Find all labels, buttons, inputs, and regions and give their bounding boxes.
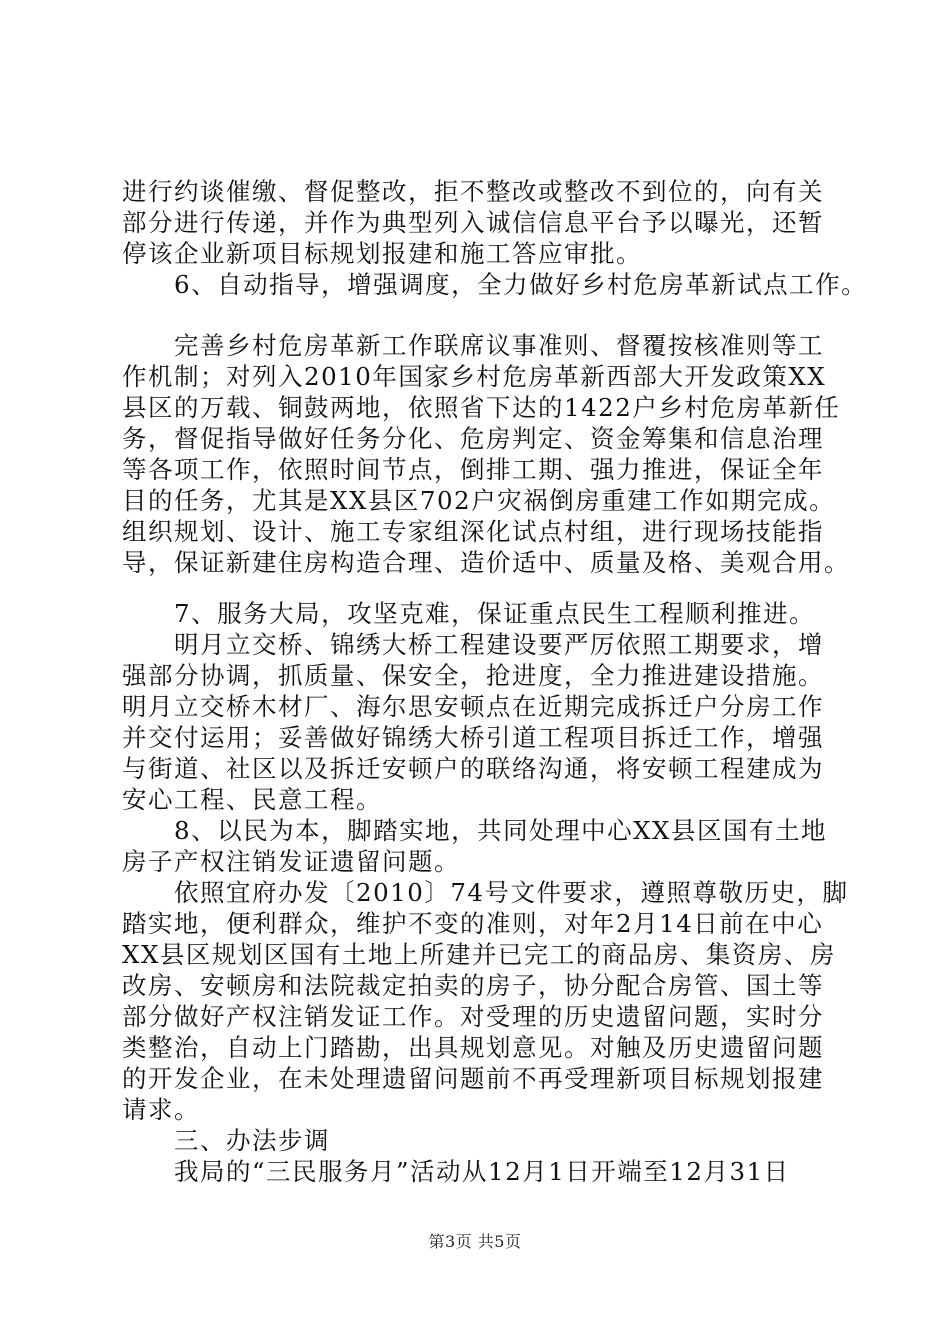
text-line: 强部分协调，抓质量、保安全，抢进度，全力推进建设措施。 [122, 661, 824, 690]
text-line: 导，保证新建住房构造合理、造价适中、质量及格、美观合用。 [122, 548, 850, 577]
page-footer [0, 1232, 950, 1252]
text-line: 7、服务大局，攻坚克难，保证重点民生工程顺利推进。 [122, 599, 816, 628]
text-line: 依照宜府办发〔2010〕74号文件要求，遵照尊敬历史，脚 [122, 878, 849, 907]
text-line: 三、办法步调 [122, 1126, 330, 1155]
text-line: 类整治，自动上门踏勘，出具规划意见。对触及历史遗留问题 [122, 1033, 824, 1062]
paragraph-block-2 [122, 330, 850, 578]
text-line: 6、自动指导，增强调度，全力做好乡村危房革新试点工作。 [122, 270, 868, 299]
text-line: 与街道、社区以及拆迁安顿户的联络沟通，将安顿工程建成为 [122, 754, 824, 783]
text-line: 明月立交桥、锦绣大桥工程建设要严厉依照工期要求，增 [122, 630, 824, 659]
paragraph-block-1 [122, 176, 868, 300]
text-line: 请求。 [122, 1095, 200, 1124]
text-line: 8、以民为本，脚踏实地，共同处理中心XX县区国有土地 [122, 816, 827, 845]
text-line: 安心工程、民意工程。 [122, 785, 382, 814]
text-line: 进行约谈催缴、督促整改，拒不整改或整改不到位的，向有关 [122, 177, 824, 206]
text-line: 停该企业新项目标规划报建和施工答应审批。 [122, 239, 642, 268]
text-line: 改房、安顿房和法院裁定拍卖的房子，协分配合房管、国土等 [122, 971, 824, 1000]
text-line: 明月立交桥木材厂、海尔思安顿点在近期完成拆迁户分房工作 [122, 692, 824, 721]
text-line: 的开发企业，在未处理遗留问题前不再受理新项目标规划报建 [122, 1064, 824, 1093]
text-line: 房子产权注销发证遗留问题。 [122, 847, 460, 876]
text-line: 踏实地，便利群众，维护不变的准则，对年2月14日前在中心 [122, 909, 824, 938]
page-number-label: 第3页 共5页 [428, 1232, 522, 1251]
text-line: 完善乡村危房革新工作联席议事准则、督覆按核准则等工 [122, 331, 824, 360]
text-line: 目的任务，尤其是XX县区702户灾祸倒房重建工作如期完成。 [122, 486, 836, 515]
text-line: 我局的“三民服务月”活动从12月1日开端至12月31日 [122, 1157, 790, 1186]
text-line: 部分做好产权注销发证工作。对受理的历史遗留问题，实时分 [122, 1002, 824, 1031]
text-line: 县区的万载、铜鼓两地，依照省下达的1422户乡村危房革新任 [122, 393, 841, 422]
text-line: 务，督促指导做好任务分化、危房判定、资金筹集和信息治理 [122, 424, 824, 453]
text-line: 组织规划、设计、施工专家组深化试点村组，进行现场技能指 [122, 517, 824, 546]
text-line: 作机制；对列入2010年国家乡村危房革新西部大开发政策XX [122, 362, 827, 391]
text-line: 并交付运用；妥善做好锦绣大桥引道工程项目拆迁工作，增强 [122, 723, 824, 752]
text-line: XX县区规划区国有土地上所建并已完工的商品房、集资房、房 [122, 940, 836, 969]
paragraph-block-3 [122, 598, 849, 1187]
text-line: 等各项工作，依照时间节点，倒排工期、强力推进，保证全年 [122, 455, 824, 484]
text-line: 部分进行传递，并作为典型列入诚信信息平台予以曝光，还暂 [122, 208, 824, 237]
